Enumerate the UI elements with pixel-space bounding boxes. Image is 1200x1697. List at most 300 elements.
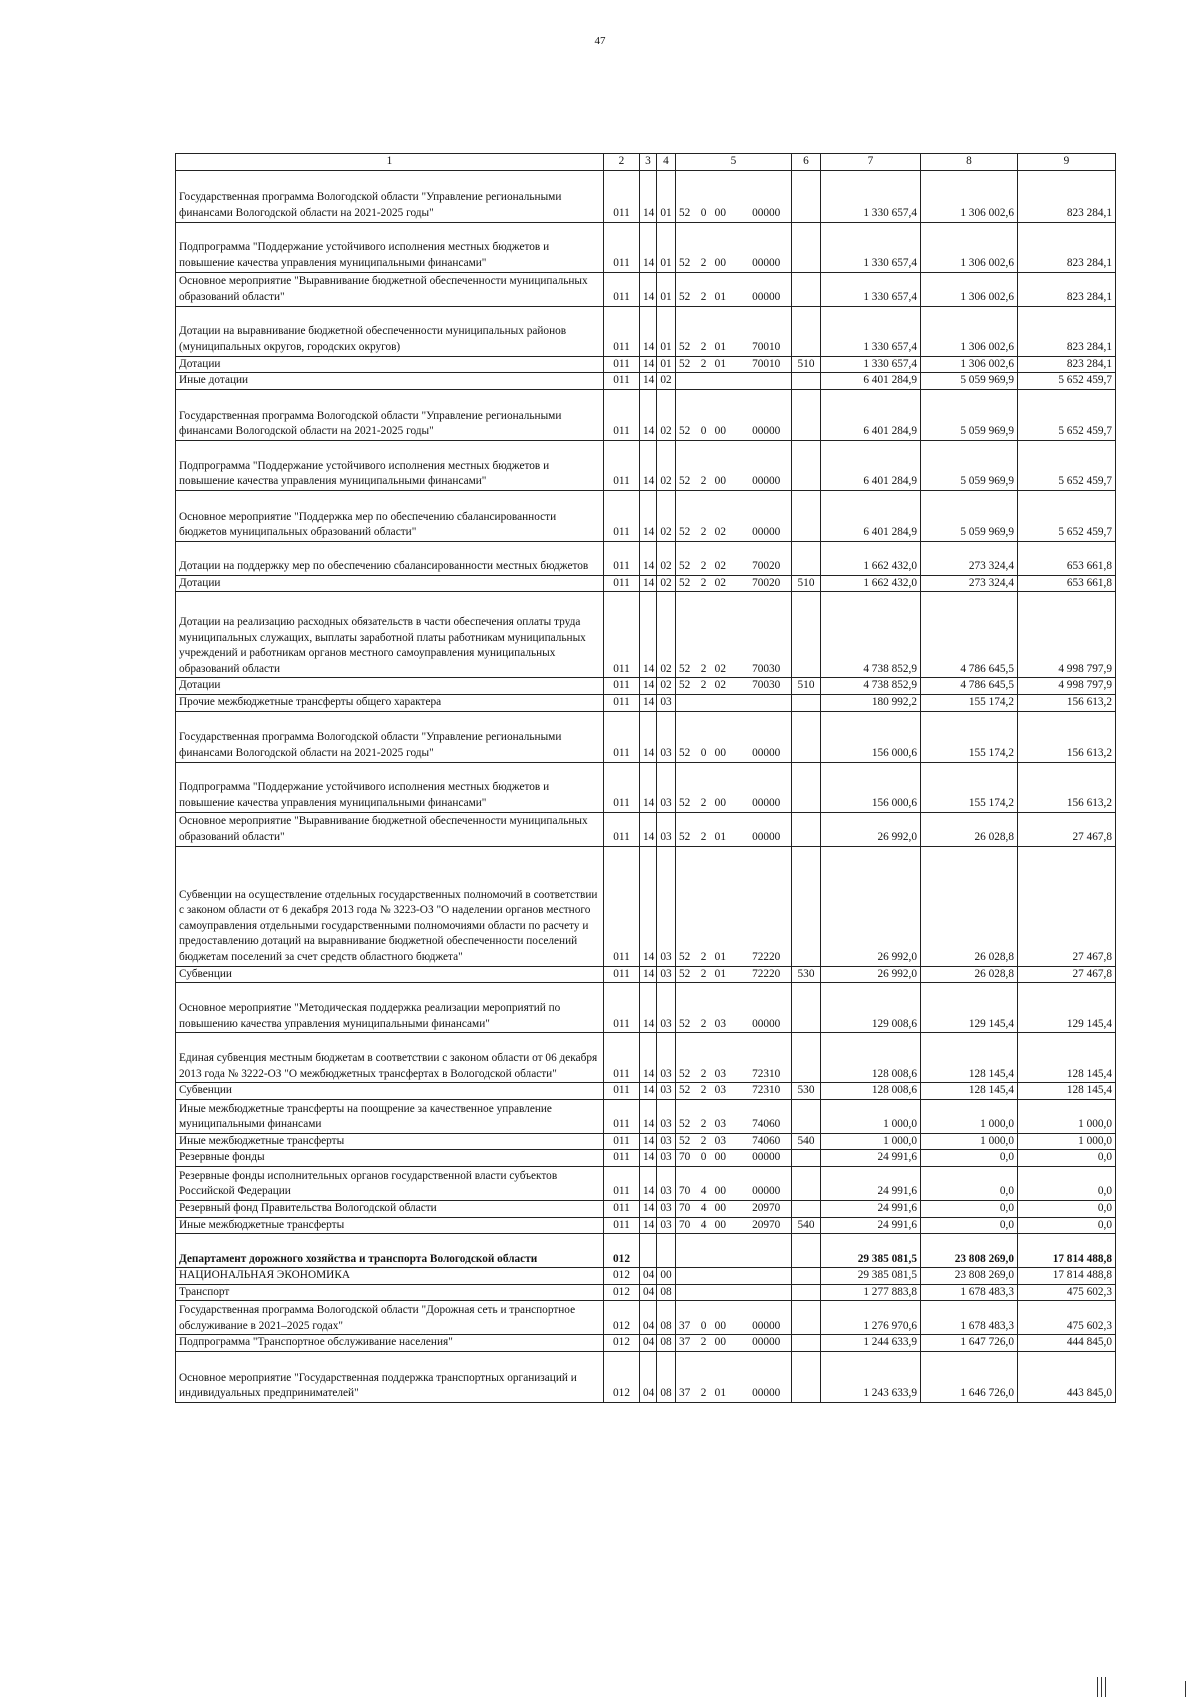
kbs-activity: 02 <box>714 560 726 573</box>
table-row <box>176 1033 1116 1083</box>
kbs-program: 52 <box>679 560 691 573</box>
table-row <box>176 1284 1116 1301</box>
kbs-direction: 00000 <box>752 1017 781 1030</box>
kbs-direction: 74060 <box>752 1134 781 1147</box>
row-subsection-code: 03 <box>657 1217 676 1234</box>
row-subsection-code: 01 <box>657 356 676 373</box>
row-ministry-code: 011 <box>604 983 640 1033</box>
row-description: Единая субвенция местным бюджетам в соответствии с законом области от 06 декабря 2013 года № 3222-ОЗ "О межбюджетных трансфертах в Вологодской области" <box>176 1033 604 1083</box>
kbs-subprogram: 4 <box>700 1185 707 1198</box>
kbs-subprogram: 2 <box>700 560 707 573</box>
kbs-subprogram: 2 <box>700 1134 707 1147</box>
row-amount-2023: 24 991,6 <box>821 1150 921 1167</box>
kbs-program: 52 <box>679 1134 691 1147</box>
row-description: Субвенции на осуществление отдельных государственных полномочий в соответствии с законом области от 6 декабря 2013 года № 3223-ОЗ "О наделении органов местного самоуправления отдельными государственными полномочиями области по расчету и предоставлению дотаций на выравнивание бюджетной обеспеченности поселений бюджетам поселений за счет средств областного бюджета" <box>176 846 604 966</box>
row-expense-type <box>792 541 821 575</box>
kbs-program: 52 <box>679 1067 691 1080</box>
table-row <box>176 306 1116 356</box>
row-amount-2023: 24 991,6 <box>821 1200 921 1217</box>
row-amount-2024: 155 174,2 <box>921 762 1018 812</box>
header-row <box>176 154 1116 171</box>
row-amount-2024: 155 174,2 <box>921 694 1018 711</box>
kbs-direction: 70020 <box>752 560 781 573</box>
header-cell: 9 <box>1018 154 1116 171</box>
kbs-activity: 03 <box>714 1118 726 1131</box>
table-row <box>176 1268 1116 1285</box>
row-amount-2023: 1 330 657,4 <box>821 356 921 373</box>
table-row <box>176 222 1116 272</box>
row-amount-2024: 5 059 969,9 <box>921 373 1018 390</box>
row-subsection-code: 03 <box>657 1166 676 1200</box>
row-amount-2025: 0,0 <box>1018 1150 1116 1167</box>
row-expense-type <box>792 812 821 846</box>
row-section-code: 14 <box>640 1099 657 1133</box>
row-ministry-code: 011 <box>604 1133 640 1150</box>
kbs-program: 52 <box>679 967 691 980</box>
row-amount-2025: 823 284,1 <box>1018 356 1116 373</box>
table-row <box>176 356 1116 373</box>
row-section-code: 04 <box>640 1284 657 1301</box>
kbs-program: 52 <box>679 357 691 370</box>
row-description: Дотации <box>176 356 604 373</box>
kbs-subprogram: 2 <box>700 576 707 589</box>
row-section-code: 14 <box>640 592 657 678</box>
row-amount-2025: 5 652 459,7 <box>1018 490 1116 541</box>
row-target-article <box>676 983 792 1033</box>
row-amount-2023: 128 008,6 <box>821 1033 921 1083</box>
row-target-article <box>676 1284 792 1301</box>
table-row <box>176 1133 1116 1150</box>
row-amount-2023: 26 992,0 <box>821 846 921 966</box>
kbs-direction: 70030 <box>752 679 781 692</box>
row-section-code: 14 <box>640 575 657 592</box>
row-expense-type: 510 <box>792 575 821 592</box>
row-amount-2023: 1 662 432,0 <box>821 575 921 592</box>
row-description: Основное мероприятие "Выравнивание бюджетной обеспеченности муниципальных образований области" <box>176 812 604 846</box>
row-subsection-code: 01 <box>657 170 676 222</box>
row-amount-2024: 273 324,4 <box>921 575 1018 592</box>
row-target-article <box>676 170 792 222</box>
row-amount-2024: 1 646 726,0 <box>921 1351 1018 1402</box>
row-expense-type <box>792 389 821 440</box>
row-target-article <box>676 306 792 356</box>
row-amount-2025: 1 000,0 <box>1018 1133 1116 1150</box>
row-target-article <box>676 592 792 678</box>
row-expense-type <box>792 762 821 812</box>
row-amount-2024: 1 000,0 <box>921 1133 1018 1150</box>
kbs-subprogram: 2 <box>700 1387 707 1400</box>
row-section-code: 14 <box>640 678 657 695</box>
row-ministry-code: 012 <box>604 1284 640 1301</box>
kbs-subprogram: 0 <box>700 1151 707 1164</box>
row-amount-2023: 129 008,6 <box>821 983 921 1033</box>
kbs-activity: 02 <box>714 662 726 675</box>
row-subsection-code: 03 <box>657 846 676 966</box>
row-subsection-code <box>657 1234 676 1268</box>
row-amount-2025: 823 284,1 <box>1018 222 1116 272</box>
row-amount-2024: 5 059 969,9 <box>921 440 1018 490</box>
row-subsection-code: 08 <box>657 1301 676 1335</box>
row-amount-2023: 6 401 284,9 <box>821 373 921 390</box>
row-description: Государственная программа Вологодской области "Дорожная сеть и транспортное обслуживание в 2021–2025 годах" <box>176 1301 604 1335</box>
row-amount-2025: 444 845,0 <box>1018 1335 1116 1352</box>
row-target-article <box>676 440 792 490</box>
row-subsection-code: 03 <box>657 983 676 1033</box>
row-description: Государственная программа Вологодской области "Управление региональными финансами Вологодской области на 2021-2025 годы" <box>176 389 604 440</box>
kbs-activity: 01 <box>714 967 726 980</box>
row-amount-2023: 24 991,6 <box>821 1166 921 1200</box>
row-subsection-code: 02 <box>657 575 676 592</box>
row-expense-type: 510 <box>792 678 821 695</box>
row-description: Подпрограмма "Транспортное обслуживание населения" <box>176 1335 604 1352</box>
kbs-program: 52 <box>679 950 691 963</box>
row-section-code: 14 <box>640 1150 657 1167</box>
row-section-code: 14 <box>640 966 657 983</box>
row-ministry-code: 011 <box>604 1217 640 1234</box>
row-ministry-code: 011 <box>604 711 640 762</box>
row-amount-2024: 26 028,8 <box>921 846 1018 966</box>
row-amount-2024: 1 678 483,3 <box>921 1284 1018 1301</box>
row-amount-2024: 273 324,4 <box>921 541 1018 575</box>
table-row <box>176 1083 1116 1100</box>
row-description: Резервные фонды <box>176 1150 604 1167</box>
row-amount-2023: 1 243 633,9 <box>821 1351 921 1402</box>
row-section-code: 14 <box>640 1166 657 1200</box>
row-ministry-code: 011 <box>604 373 640 390</box>
kbs-direction: 00000 <box>752 1336 781 1349</box>
row-target-article <box>676 966 792 983</box>
row-subsection-code: 03 <box>657 694 676 711</box>
row-subsection-code: 03 <box>657 1133 676 1150</box>
table-row <box>176 541 1116 575</box>
kbs-subprogram: 4 <box>700 1218 707 1231</box>
row-description: Основное мероприятие "Методическая поддержка реализации мероприятий по повышению качества управления муниципальными финансами" <box>176 983 604 1033</box>
row-target-article <box>676 272 792 306</box>
row-ministry-code: 012 <box>604 1268 640 1285</box>
row-amount-2025: 443 845,0 <box>1018 1351 1116 1402</box>
row-expense-type <box>792 373 821 390</box>
row-amount-2023: 1 000,0 <box>821 1133 921 1150</box>
kbs-direction: 00000 <box>752 257 781 269</box>
row-section-code: 14 <box>640 490 657 541</box>
kbs-activity: 01 <box>714 357 726 370</box>
row-ministry-code: 011 <box>604 306 640 356</box>
row-expense-type <box>792 592 821 678</box>
kbs-program: 70 <box>679 1201 691 1214</box>
kbs-direction: 70010 <box>752 341 781 353</box>
kbs-program: 52 <box>679 796 691 809</box>
header-cell: 6 <box>792 154 821 171</box>
row-subsection-code: 02 <box>657 490 676 541</box>
kbs-activity: 00 <box>714 1201 726 1214</box>
kbs-subprogram: 2 <box>700 967 707 980</box>
row-section-code: 14 <box>640 440 657 490</box>
kbs-direction: 00000 <box>752 1185 781 1198</box>
kbs-activity: 00 <box>714 475 726 488</box>
row-section-code: 04 <box>640 1351 657 1402</box>
row-amount-2023: 156 000,6 <box>821 762 921 812</box>
row-amount-2025: 5 652 459,7 <box>1018 389 1116 440</box>
row-amount-2024: 5 059 969,9 <box>921 490 1018 541</box>
row-subsection-code: 01 <box>657 222 676 272</box>
row-amount-2023: 6 401 284,9 <box>821 440 921 490</box>
kbs-subprogram: 4 <box>700 1201 707 1214</box>
scan-marks <box>1095 1675 1200 1697</box>
row-target-article <box>676 1033 792 1083</box>
kbs-activity: 03 <box>714 1017 726 1030</box>
kbs-subprogram: 2 <box>700 257 707 269</box>
row-section-code: 14 <box>640 1217 657 1234</box>
kbs-direction: 72220 <box>752 967 781 980</box>
row-amount-2023: 180 992,2 <box>821 694 921 711</box>
kbs-program: 37 <box>679 1336 691 1349</box>
row-amount-2025: 823 284,1 <box>1018 170 1116 222</box>
row-subsection-code: 03 <box>657 1033 676 1083</box>
row-amount-2023: 29 385 081,5 <box>821 1234 921 1268</box>
kbs-direction: 00000 <box>752 830 781 843</box>
row-description: Дотации <box>176 575 604 592</box>
row-target-article <box>676 1217 792 1234</box>
row-expense-type <box>792 711 821 762</box>
row-amount-2025: 823 284,1 <box>1018 306 1116 356</box>
row-expense-type <box>792 1335 821 1352</box>
row-target-article <box>676 1268 792 1285</box>
row-ministry-code: 012 <box>604 1335 640 1352</box>
row-description: Иные межбюджетные трансферты <box>176 1217 604 1234</box>
row-subsection-code: 03 <box>657 1200 676 1217</box>
row-ministry-code: 011 <box>604 272 640 306</box>
kbs-direction: 00000 <box>752 425 781 438</box>
row-target-article <box>676 762 792 812</box>
row-description: Государственная программа Вологодской области "Управление региональными финансами Вологодской области на 2021-2025 годы" <box>176 170 604 222</box>
kbs-subprogram: 2 <box>700 1118 707 1131</box>
row-expense-type <box>792 440 821 490</box>
row-amount-2023: 6 401 284,9 <box>821 389 921 440</box>
row-expense-type <box>792 272 821 306</box>
kbs-program: 37 <box>679 1319 691 1332</box>
kbs-activity: 03 <box>714 1067 726 1080</box>
kbs-activity: 01 <box>714 291 726 303</box>
kbs-direction: 00000 <box>752 1319 781 1332</box>
row-subsection-code: 08 <box>657 1284 676 1301</box>
row-amount-2024: 23 808 269,0 <box>921 1234 1018 1268</box>
kbs-program: 52 <box>679 425 691 438</box>
table-row <box>176 966 1116 983</box>
row-target-article <box>676 373 792 390</box>
row-amount-2023: 1 662 432,0 <box>821 541 921 575</box>
row-section-code: 14 <box>640 272 657 306</box>
row-section-code: 14 <box>640 1033 657 1083</box>
row-description: Основное мероприятие "Государственная поддержка транспортных организаций и индивидуальных предпринимателей" <box>176 1351 604 1402</box>
row-description: Дотации на поддержку мер по обеспечению сбалансированности местных бюджетов <box>176 541 604 575</box>
row-amount-2024: 128 145,4 <box>921 1083 1018 1100</box>
row-target-article <box>676 1099 792 1133</box>
row-ministry-code: 011 <box>604 170 640 222</box>
row-subsection-code: 02 <box>657 373 676 390</box>
table-row <box>176 1217 1116 1234</box>
row-description: Подпрограмма "Поддержание устойчивого исполнения местных бюджетов и повышение качества управления муниципальными финансами" <box>176 762 604 812</box>
kbs-direction: 00000 <box>752 1151 781 1164</box>
row-section-code: 14 <box>640 1200 657 1217</box>
row-expense-type: 540 <box>792 1217 821 1234</box>
header-cell: 5 <box>676 154 792 171</box>
row-section-code: 04 <box>640 1335 657 1352</box>
kbs-program: 52 <box>679 257 691 269</box>
row-section-code: 14 <box>640 373 657 390</box>
kbs-program: 52 <box>679 341 691 353</box>
row-ministry-code: 011 <box>604 812 640 846</box>
row-amount-2025: 653 661,8 <box>1018 575 1116 592</box>
table-row <box>176 575 1116 592</box>
row-ministry-code: 011 <box>604 694 640 711</box>
kbs-program: 37 <box>679 1387 691 1400</box>
row-section-code: 14 <box>640 356 657 373</box>
kbs-program: 52 <box>679 475 691 488</box>
row-expense-type: 530 <box>792 1083 821 1100</box>
row-target-article <box>676 575 792 592</box>
row-description: Иные межбюджетные трансферты на поощрение за качественное управление муниципальными финансами <box>176 1099 604 1133</box>
row-description: Дотации на выравнивание бюджетной обеспеченности муниципальных районов (муниципальных округов, городских округов) <box>176 306 604 356</box>
row-amount-2025: 129 145,4 <box>1018 983 1116 1033</box>
row-section-code: 14 <box>640 711 657 762</box>
row-description: Иные дотации <box>176 373 604 390</box>
row-amount-2025: 27 467,8 <box>1018 966 1116 983</box>
row-amount-2025: 5 652 459,7 <box>1018 373 1116 390</box>
row-amount-2024: 1 647 726,0 <box>921 1335 1018 1352</box>
kbs-subprogram: 2 <box>700 357 707 370</box>
row-section-code: 14 <box>640 222 657 272</box>
row-amount-2025: 0,0 <box>1018 1166 1116 1200</box>
row-amount-2023: 1 244 633,9 <box>821 1335 921 1352</box>
kbs-program: 52 <box>679 1017 691 1030</box>
row-description: Резервные фонды исполнительных органов государственной власти субъектов Российской Федерации <box>176 1166 604 1200</box>
row-amount-2025: 475 602,3 <box>1018 1284 1116 1301</box>
row-section-code: 14 <box>640 541 657 575</box>
row-subsection-code: 03 <box>657 711 676 762</box>
kbs-subprogram: 2 <box>700 341 707 353</box>
row-expense-type <box>792 846 821 966</box>
row-expense-type <box>792 1301 821 1335</box>
row-amount-2024: 1 306 002,6 <box>921 222 1018 272</box>
row-amount-2024: 26 028,8 <box>921 812 1018 846</box>
row-amount-2023: 1 330 657,4 <box>821 306 921 356</box>
table-row <box>176 694 1116 711</box>
kbs-program: 52 <box>679 679 691 692</box>
row-amount-2025: 128 145,4 <box>1018 1033 1116 1083</box>
table-row <box>176 711 1116 762</box>
header-cell: 3 <box>640 154 657 171</box>
kbs-activity: 02 <box>714 526 726 539</box>
row-amount-2023: 26 992,0 <box>821 812 921 846</box>
row-ministry-code: 011 <box>604 389 640 440</box>
row-amount-2025: 0,0 <box>1018 1217 1116 1234</box>
kbs-activity: 00 <box>714 746 726 759</box>
row-description: Основное мероприятие "Выравнивание бюджетной обеспеченности муниципальных образований области" <box>176 272 604 306</box>
row-amount-2025: 156 613,2 <box>1018 762 1116 812</box>
kbs-program: 70 <box>679 1151 691 1164</box>
row-expense-type <box>792 1200 821 1217</box>
row-description: Государственная программа Вологодской области "Управление региональными финансами Вологодской области на 2021-2025 годы" <box>176 711 604 762</box>
row-expense-type <box>792 1284 821 1301</box>
row-expense-type <box>792 222 821 272</box>
table-row <box>176 1351 1116 1402</box>
row-amount-2024: 1 306 002,6 <box>921 306 1018 356</box>
row-ministry-code: 011 <box>604 1083 640 1100</box>
row-amount-2024: 155 174,2 <box>921 711 1018 762</box>
kbs-program: 70 <box>679 1185 691 1198</box>
row-target-article <box>676 389 792 440</box>
row-expense-type <box>792 1150 821 1167</box>
kbs-subprogram: 0 <box>700 746 707 759</box>
kbs-subprogram: 2 <box>700 1336 707 1349</box>
kbs-subprogram: 2 <box>700 662 707 675</box>
kbs-activity: 00 <box>714 425 726 438</box>
row-target-article <box>676 490 792 541</box>
row-amount-2023: 1 276 970,6 <box>821 1301 921 1335</box>
header-cell: 8 <box>921 154 1018 171</box>
kbs-activity: 03 <box>714 1084 726 1097</box>
kbs-subprogram: 2 <box>700 526 707 539</box>
kbs-activity: 00 <box>714 1218 726 1231</box>
row-ministry-code: 012 <box>604 1301 640 1335</box>
row-amount-2023: 1 330 657,4 <box>821 272 921 306</box>
row-ministry-code: 011 <box>604 541 640 575</box>
row-ministry-code: 011 <box>604 575 640 592</box>
kbs-activity: 00 <box>714 1336 726 1349</box>
kbs-activity: 00 <box>714 207 726 219</box>
table-row <box>176 1200 1116 1217</box>
row-amount-2025: 4 998 797,9 <box>1018 678 1116 695</box>
row-amount-2024: 0,0 <box>921 1217 1018 1234</box>
row-target-article <box>676 1301 792 1335</box>
row-expense-type <box>792 1033 821 1083</box>
row-amount-2025: 156 613,2 <box>1018 711 1116 762</box>
row-amount-2024: 23 808 269,0 <box>921 1268 1018 1285</box>
row-amount-2024: 128 145,4 <box>921 1033 1018 1083</box>
row-amount-2024: 4 786 645,5 <box>921 592 1018 678</box>
kbs-program: 52 <box>679 746 691 759</box>
kbs-activity: 03 <box>714 1134 726 1147</box>
row-subsection-code: 03 <box>657 1099 676 1133</box>
kbs-program: 52 <box>679 1118 691 1131</box>
table-row <box>176 846 1116 966</box>
table-row <box>176 983 1116 1033</box>
row-amount-2024: 1 306 002,6 <box>921 272 1018 306</box>
row-amount-2025: 27 467,8 <box>1018 812 1116 846</box>
row-section-code: 14 <box>640 1083 657 1100</box>
row-amount-2024: 4 786 645,5 <box>921 678 1018 695</box>
row-ministry-code: 011 <box>604 490 640 541</box>
row-amount-2024: 0,0 <box>921 1150 1018 1167</box>
kbs-activity: 00 <box>714 1185 726 1198</box>
row-expense-type: 510 <box>792 356 821 373</box>
kbs-direction: 70030 <box>752 662 781 675</box>
kbs-direction: 72310 <box>752 1084 781 1097</box>
row-subsection-code: 03 <box>657 1083 676 1100</box>
row-amount-2025: 4 998 797,9 <box>1018 592 1116 678</box>
row-amount-2024: 129 145,4 <box>921 983 1018 1033</box>
row-target-article <box>676 846 792 966</box>
row-subsection-code: 02 <box>657 678 676 695</box>
table-row <box>176 1234 1116 1268</box>
kbs-direction: 20970 <box>752 1201 781 1214</box>
table-row <box>176 812 1116 846</box>
row-target-article <box>676 1234 792 1268</box>
kbs-direction: 00000 <box>752 291 781 303</box>
table-row <box>176 762 1116 812</box>
row-target-article <box>676 1133 792 1150</box>
row-amount-2025: 823 284,1 <box>1018 272 1116 306</box>
